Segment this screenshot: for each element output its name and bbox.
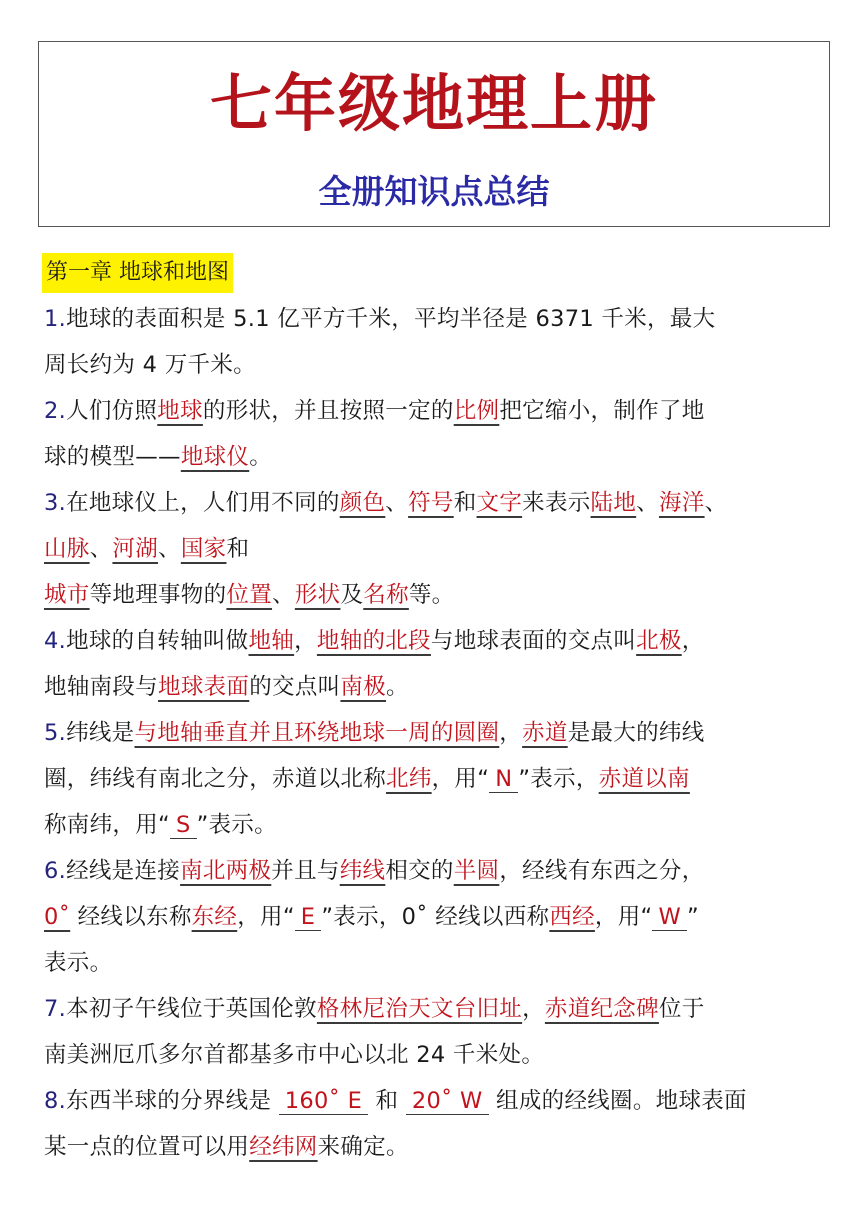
answer: 西经 (549, 904, 595, 930)
item-text: 经线是连接 (66, 858, 181, 884)
item-number: 5. (44, 720, 67, 746)
answer: 赤道以南 (598, 766, 690, 792)
item-text: 、 (704, 490, 728, 516)
item-text: 和 (453, 490, 477, 516)
item-number: 8. (44, 1088, 67, 1114)
item-text: 地球的自转轴叫做 (66, 628, 249, 654)
item-text: 东西半球的分界线是 (66, 1088, 279, 1114)
item-text: 相交的 (385, 858, 454, 884)
item-number: 6. (44, 858, 67, 884)
item-number: 2. (44, 398, 67, 424)
answer: 名称 (363, 582, 409, 608)
title-box (38, 41, 830, 227)
answer: S (170, 812, 197, 839)
list-item (44, 388, 834, 480)
page-subtitle: 全册知识点总结 (318, 172, 550, 211)
answer: 山脉 (44, 536, 90, 562)
item-text: 等地理事物的 (89, 582, 227, 608)
item-text: ， (499, 720, 523, 746)
answer: 地球 (157, 398, 203, 424)
answer: 北极 (636, 628, 682, 654)
page-title: 七年级地理上册 (209, 67, 658, 140)
list-item (44, 1078, 834, 1170)
item-text: 、 (636, 490, 659, 516)
item-text: 经线以东称 (70, 904, 192, 930)
answer: 位置 (226, 582, 273, 608)
answer: 地轴 (248, 628, 295, 654)
answer: 南极 (340, 674, 387, 700)
item-text: ，用“ (594, 904, 653, 930)
item-text: ，用“ (431, 766, 490, 792)
content-body (44, 296, 834, 1170)
item-text: 球的模型—— (44, 444, 181, 470)
item-text: 把它缩小，制作了地 (499, 398, 705, 424)
answer: 南北两极 (180, 858, 272, 884)
item-text: 。 (249, 444, 273, 470)
list-item (44, 710, 834, 848)
list-item (44, 848, 834, 986)
item-text: 等。 (408, 582, 455, 608)
item-text: 并且与 (271, 858, 340, 884)
answer: 海洋 (658, 490, 705, 516)
item-text: 位于 (658, 996, 705, 1022)
item-number: 7. (44, 996, 67, 1022)
answer: 0˚ (44, 904, 71, 930)
answer: 赤道 (522, 720, 568, 746)
item-text: 来表示 (522, 490, 591, 516)
item-text: 地轴南段与 (44, 674, 159, 700)
item-text: 的形状，并且按照一定的 (202, 398, 454, 424)
item-text: 来确定。 (317, 1134, 409, 1160)
list-item (44, 480, 834, 618)
item-text: 与地球表面的交点叫 (430, 628, 637, 654)
item-text: 和 (226, 536, 250, 562)
item-text: 及 (340, 582, 364, 608)
answer: 与地轴垂直并且环绕地球一周的圆圈 (134, 720, 500, 746)
item-text: ”表示。 (196, 812, 277, 838)
answer: 地轴的北段 (316, 628, 431, 654)
answer: 陆地 (590, 490, 637, 516)
item-number: 1. (44, 306, 67, 332)
item-text: 、 (89, 536, 113, 562)
answer: 东经 (191, 904, 238, 930)
item-text: 表示。 (44, 950, 113, 976)
item-text: ， (294, 628, 317, 654)
answer: 符号 (408, 490, 454, 516)
answer: 地球仪 (180, 444, 250, 470)
item-text: 圈，纬线有南北之分，赤道以北称 (44, 766, 387, 792)
item-text: ，用“ (237, 904, 295, 930)
item-text: 周长约为 4 万千米。 (44, 352, 256, 378)
answer: N (489, 766, 518, 793)
answer: 颜色 (339, 490, 386, 516)
item-text: 、 (158, 536, 181, 562)
list-item (44, 296, 834, 388)
answer: 比例 (453, 398, 500, 424)
item-text: 是最大的纬线 (567, 720, 705, 746)
answer: 赤道纪念碑 (544, 996, 659, 1022)
answer: 国家 (180, 536, 227, 562)
answer: 北纬 (386, 766, 432, 792)
answer: 20˚ W (406, 1088, 489, 1115)
answer: 地球表面 (158, 674, 250, 700)
answer: 形状 (294, 582, 341, 608)
answer: 城市 (44, 582, 90, 608)
item-text: ， (522, 996, 545, 1022)
answer: 文字 (476, 490, 523, 516)
item-text: 称南纬，用“ (44, 812, 170, 838)
item-text: 纬线是 (66, 720, 135, 746)
answer: 半圆 (453, 858, 500, 884)
item-text: ”表示， (518, 766, 599, 792)
list-item (44, 618, 834, 710)
list-item (44, 986, 834, 1078)
item-text: ” (687, 904, 700, 930)
item-text: 地球的表面积是 5.1 亿平方千米，平均半径是 6371 千米，最大 (66, 306, 716, 332)
answer: 纬线 (339, 858, 386, 884)
item-text: 组成的经线圈。地球表面 (488, 1088, 747, 1114)
item-text: 和 (368, 1088, 406, 1114)
answer: 160˚ E (279, 1088, 368, 1115)
item-text: 本初子午线位于英国伦敦 (66, 996, 317, 1022)
item-text: 某一点的位置可以用 (44, 1134, 250, 1160)
answer: 经纬网 (249, 1134, 318, 1160)
chapter-heading: 第一章 地球和地图 (42, 253, 233, 293)
item-text: 的交点叫 (249, 674, 341, 700)
item-text: 、 (385, 490, 409, 516)
item-text: 。 (386, 674, 409, 700)
answer: 格林尼治天文台旧址 (316, 996, 523, 1022)
item-text: ，经线有东西之分， (499, 858, 705, 884)
answer: W (652, 904, 687, 931)
item-text: 南美洲厄爪多尔首都基多市中心以北 24 千米处。 (44, 1042, 545, 1068)
item-text: ， (681, 628, 705, 654)
item-text: 在地球仪上，人们用不同的 (66, 490, 340, 516)
item-text: 人们仿照 (66, 398, 158, 424)
item-number: 4. (44, 628, 67, 654)
answer: 河湖 (112, 536, 159, 562)
item-text: ”表示，0˚ 经线以西称 (321, 904, 550, 930)
item-text: 、 (272, 582, 295, 608)
item-number: 3. (44, 490, 67, 516)
answer: E (295, 904, 322, 931)
